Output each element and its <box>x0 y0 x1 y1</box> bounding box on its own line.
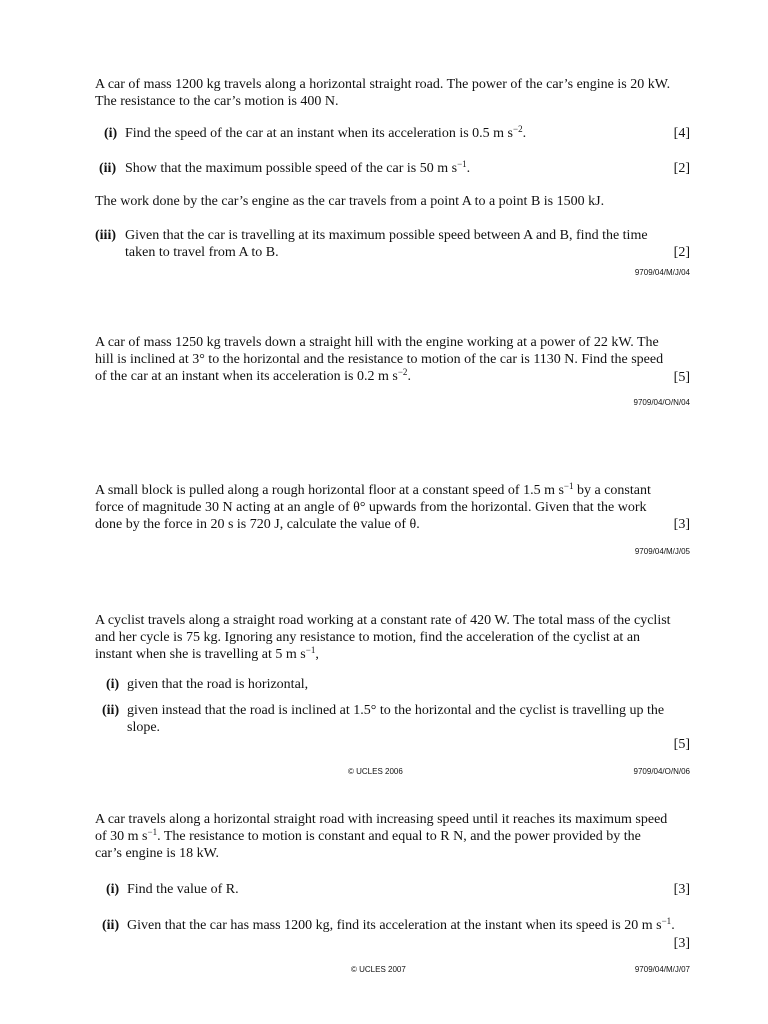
q5-part-i-text: Find the value of R. <box>127 882 239 897</box>
q1-work-statement: The work done by the car’s engine as the car travels from a point A to a point B is 1500 kJ. <box>95 194 605 209</box>
q3-text <box>95 483 690 533</box>
q1-intro-line1: A car of mass 1200 kg travels along a horizontal straight road. The power of the car’s engine is 20 kW. <box>95 77 671 92</box>
q5-part-i-number: (i) <box>106 882 120 897</box>
q2-paper-code: 9709/04/O/N/04 <box>633 398 690 407</box>
q1-part-i-number: (i) <box>104 126 118 141</box>
q5-part-i-marks: [3] <box>673 882 690 897</box>
q2-line3: of the car at an instant when its acceleration is 0.2 m $s^{-2}$. <box>95 366 411 384</box>
q5-line1: A car travels along a horizontal straight road with increasing speed until it reaches its maximum speed <box>95 812 668 827</box>
q5-part-ii-number: (ii) <box>102 918 120 933</box>
q4-part-ii-line2: slope. <box>127 719 161 735</box>
q4-paper-code: 9709/04/O/N/06 <box>633 767 690 776</box>
q1-paper-code: 9709/04/M/J/04 <box>634 268 690 277</box>
q3-line1: A small block is pulled along a rough horizontal floor at a constant speed of 1.5 m $s^{-1}$ by a constant <box>95 481 651 498</box>
q2-line1: A car of mass 1250 kg travels down a straight hill with the engine working at a power of 22 kW. The <box>95 335 659 350</box>
q3-line2: force of magnitude 30 N acting at an angle of θ° upwards from the horizontal. Given that the work <box>95 499 647 515</box>
q2-marks: [5] <box>673 370 690 385</box>
q1-part-ii-text: Show that the maximum possible speed of the car is 50 m $s^{-1}$. <box>125 159 471 176</box>
q1-part-i-text: Find the speed of the car at an instant when its acceleration is 0.5 m $s^{-2}$. <box>125 124 527 141</box>
q3-marks: [3] <box>673 517 690 532</box>
q5-line2: of 30 m $s^{-1}$. The resistance to motion is constant and equal to R N, and the power provided by the <box>95 826 641 844</box>
q2-line2: hill is inclined at 3° to the horizontal and the resistance to motion of the car is 1130 N. Find the speed <box>95 351 664 367</box>
q1-part-iii-line2: taken to travel from A to B. <box>125 244 279 260</box>
q1-part-ii-number: (ii) <box>99 161 117 176</box>
q2-text <box>95 335 690 385</box>
q4-marks: [5] <box>673 737 690 752</box>
q4-part-ii-text <box>127 703 690 737</box>
q4-part-i-number: (i) <box>106 677 120 692</box>
q1-part-iii-number: (iii) <box>95 228 116 243</box>
q1-intro-line2: The resistance to the car’s motion is 400 N. <box>95 93 339 109</box>
q5-part-ii-text: Given that the car has mass 1200 kg, find its acceleration at the instant when its speed is 20 m $s^{-1}$. <box>127 916 675 933</box>
q3-paper-code: 9709/04/M/J/05 <box>634 547 690 556</box>
q4-part-ii-number: (ii) <box>102 703 120 718</box>
q4-copyright: © UCLES 2006 <box>348 767 403 776</box>
q4-line1: A cyclist travels along a straight road working at a constant rate of 420 W. The total mass of the cyclist <box>95 613 671 628</box>
q1-intro <box>95 77 690 111</box>
q5-copyright: © UCLES 2007 <box>351 965 406 974</box>
q1-part-iii-marks: [2] <box>673 245 690 260</box>
q1-part-i-marks: [4] <box>673 126 690 141</box>
q1-part-iii-text <box>125 228 690 262</box>
q1-part-iii-line1: Given that the car is travelling at its maximum possible speed between A and B, find the time <box>125 228 648 243</box>
q3-line3: done by the force in 20 s is 720 J, calculate the value of θ. <box>95 516 420 532</box>
q4-text <box>95 613 690 663</box>
q5-text <box>95 812 690 862</box>
q5-part-ii-marks: [3] <box>673 936 690 951</box>
q5-paper-code: 9709/04/M/J/07 <box>634 965 690 974</box>
q4-line2: and her cycle is 75 kg. Ignoring any resistance to motion, find the acceleration of the cyclist at an <box>95 629 641 645</box>
q4-part-ii-line1: given instead that the road is inclined at 1.5° to the horizontal and the cyclist is travelling up the <box>127 703 665 718</box>
q4-line3: instant when she is travelling at 5 m $s^{-1}$, <box>95 644 319 662</box>
q5-line3: car’s engine is 18 kW. <box>95 845 220 861</box>
q1-part-ii-marks: [2] <box>673 161 690 176</box>
q4-part-i-text: given that the road is horizontal, <box>127 677 309 692</box>
